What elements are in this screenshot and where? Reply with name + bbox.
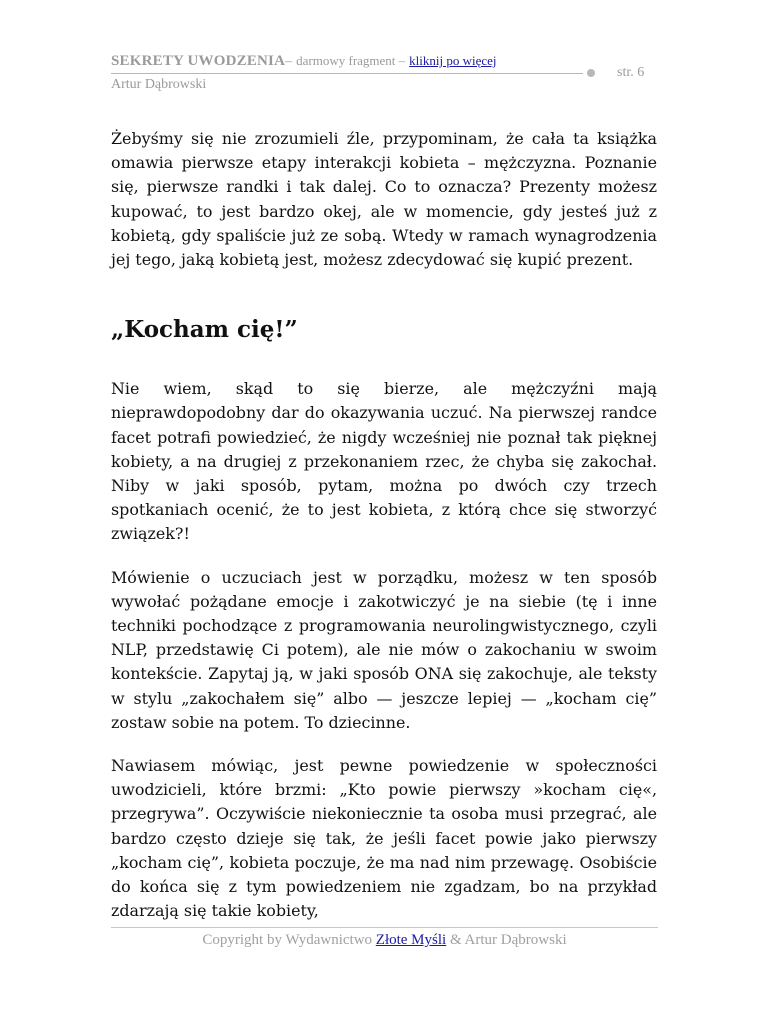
header-divider [111,73,583,74]
paragraph: Nawiasem mówiąc, jest pewne powiedzenie w społeczności uwodzicieli, które brzmi: „Kto powie pierwszy »kocham cię«, przegrywa”. Oczywiście niekoniecznie ta osoba musi przegrać, ale bardzo często dzieje się tak, że jeśli facet powie jako pierwszy „kocham cię”, kobieta poczuje, że ma nad nim przewagę. Osobiście do końca się z tym powiedzeniem nie zgadzam, bo na przykład zdarzają się takie kobiety, [111,756,657,921]
footer-divider [111,927,658,928]
page-content [111,127,657,923]
page-number: str. 6 [617,65,645,80]
paragraph: Nie wiem, skąd to się bierze, ale mężczyźni mają nieprawdopodobny dar do okazywania uczuć. Na pierwszej randce facet potrafi powiedzieć, że nigdy wcześniej nie poznał tak pięknej kobiety, a na drugiej z przekonaniem rzec, że chyba się zakochał. Niby w jaki sposób, pytam, można po dwóch czy trzech spotkaniach ocenić, że to jest kobieta, z którą chce się stworzyć związek?! [111,379,657,544]
paragraph: Mówienie o uczuciach jest w porządku, możesz w ten sposób wywołać pożądane emocje i zakotwiczyć je na siebie (tę i inne techniki pochodzące z programowania neurolingwistycznego, czyli NLP, przedstawię Ci potem), ale nie mów o zakochaniu w swoim kontekście. Zapytaj ją, w jaki sposób ONA się zakochuje, ale teksty w stylu „zakochałem się” albo — jeszcze lepiej — „kocham cię” zostaw sobie na potem. To dziecinne. [111,567,657,732]
page-header [111,52,659,96]
page-footer [111,932,658,949]
publisher-link[interactable]: Złote Myśli [375,932,447,948]
section-heading: „Kocham cię!” [111,316,298,344]
header-dash: – [285,54,293,69]
header-author: Artur Dąbrowski [111,77,207,92]
paragraph: Żebyśmy się nie zrozumieli źle, przypominam, że cała ta książka omawia pierwsze etapy interakcji kobieta – mężczyzna. Poznanie się, pierwsze randki i tak dalej. Co to oznacza? Prezenty możesz kupować, to jest bardzo okej, ale w momencie, gdy jesteś już z kobietą, gdy spaliście już ze sobą. Wtedy w ramach wynagrodzenia jej tego, jaką kobietą jest, możesz zdecydować się kupić prezent. [111,129,657,270]
free-fragment-label: darmowy fragment – [296,53,406,68]
header-title-line [111,52,497,70]
footer-copyright-prefix: Copyright by Wydawnictwo [202,932,376,948]
book-title: SEKRETY UWODZENIA [111,53,286,69]
header-dot-icon [587,69,595,77]
footer-copyright-suffix: & Artur Dąbrowski [446,932,567,948]
more-link[interactable]: kliknij po więcej [409,53,497,68]
